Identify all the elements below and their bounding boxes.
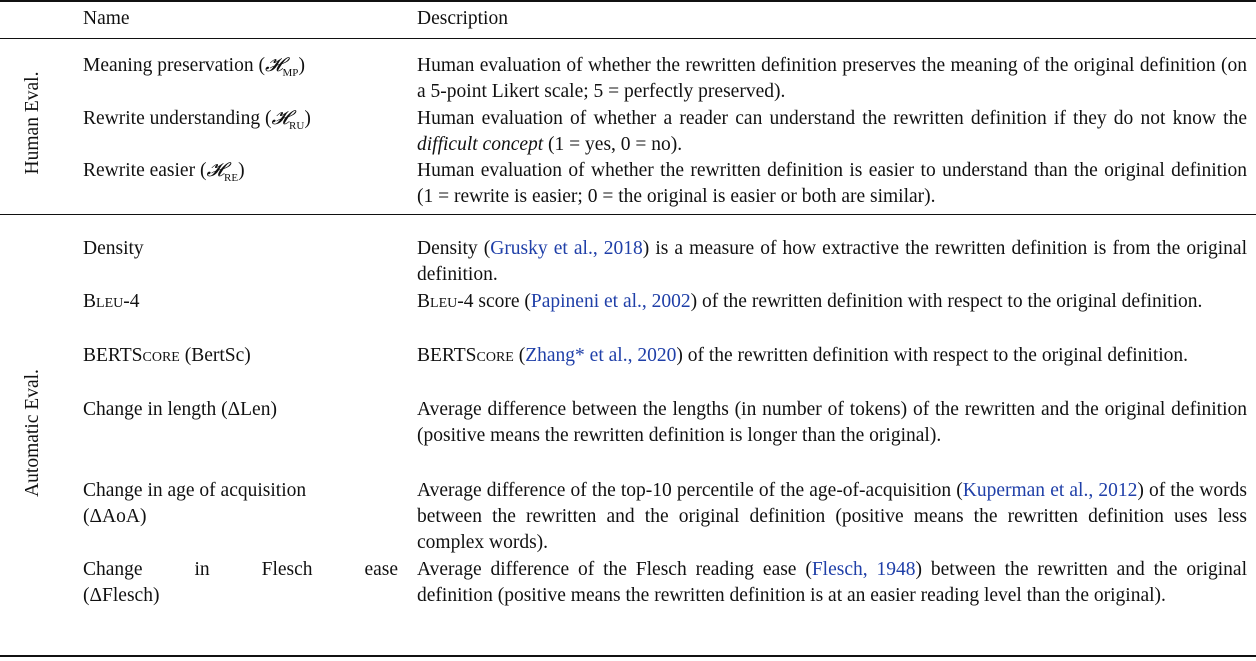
desc-rewrite-easier: Human evaluation of whether the rewritten definition is easier to understand than the original definition (1 = rewrite is easier; 0 = the original is easier or both are similar). xyxy=(417,160,1247,207)
name-rewrite-easier: Rewrite easier (𝓗$_{RE}$) xyxy=(83,160,245,184)
citation-grusky[interactable]: Grusky et al., 2018 xyxy=(490,238,643,259)
citation-papineni[interactable]: Papineni et al., 2002 xyxy=(530,291,691,312)
desc-bleu4: Bleu-4 score (Papineni et al., 2002) of the rewritten definition with respect to the original definition. xyxy=(417,291,1203,312)
citation-flesch[interactable]: Flesch, 1948 xyxy=(811,559,916,580)
name-density: Density xyxy=(83,238,144,259)
name-meaning-preservation: Meaning preservation (𝓗$_{MP}$) xyxy=(83,55,305,79)
group-label-automatic: Automatic Eval. xyxy=(22,369,43,497)
header-rule xyxy=(0,38,1256,39)
top-rule xyxy=(0,0,1256,2)
header-name: Name xyxy=(83,8,130,29)
desc-density: Density (Grusky et al., 2018) is a measure of how extractive the rewritten definition is from the original definition. xyxy=(417,238,1247,285)
citation-zhang[interactable]: Zhang* et al., 2020 xyxy=(525,345,677,366)
header-description: Description xyxy=(417,8,508,29)
desc-meaning-preservation: Human evaluation of whether the rewritten definition preserves the meaning of the original definition (on a 5-point Likert scale; 5 = perfectly preserved). xyxy=(417,55,1247,102)
citation-kuperman[interactable]: Kuperman et al., 2012 xyxy=(962,480,1138,501)
name-change-aoa: Change in age of acquisition (ΔAoA) xyxy=(83,480,307,527)
name-bertscore: BERTScore (BertSc) xyxy=(83,345,251,366)
desc-change-flesch: Average difference of the Flesch reading ease (Flesch, 1948) between the rewritten and the original definition (positive means the rewritten definition is at an easier reading level than the original). xyxy=(417,559,1247,606)
bottom-rule xyxy=(0,655,1256,657)
desc-bertscore: BERTScore (Zhang* et al., 2020) of the rewritten definition with respect to the original definition. xyxy=(417,345,1189,366)
name-change-flesch: Change in Flesch ease (ΔFlesch) xyxy=(83,559,398,606)
desc-change-aoa: Average difference of the top-10 percentile of the age-of-acquisition (Kuperman et al., 2012) of the words between the rewritten and the original definition (positive means the rewritten definition uses less complex words). xyxy=(417,480,1247,553)
name-rewrite-understanding: Rewrite understanding (𝓗$_{RU}$) xyxy=(83,108,311,132)
name-bleu4: Bleu-4 xyxy=(83,291,140,312)
group-rule xyxy=(0,214,1256,215)
desc-change-length: Average difference between the lengths (in number of tokens) of the rewritten and the original definition (positive means the rewritten definition is longer than the original). xyxy=(417,399,1247,446)
name-change-length: Change in length (ΔLen) xyxy=(83,399,277,420)
desc-rewrite-understanding: Human evaluation of whether a reader can understand the rewritten definition if they do not know the difficult concept (1 = yes, 0 = no). xyxy=(417,108,1247,155)
group-label-human: Human Eval. xyxy=(22,71,43,175)
